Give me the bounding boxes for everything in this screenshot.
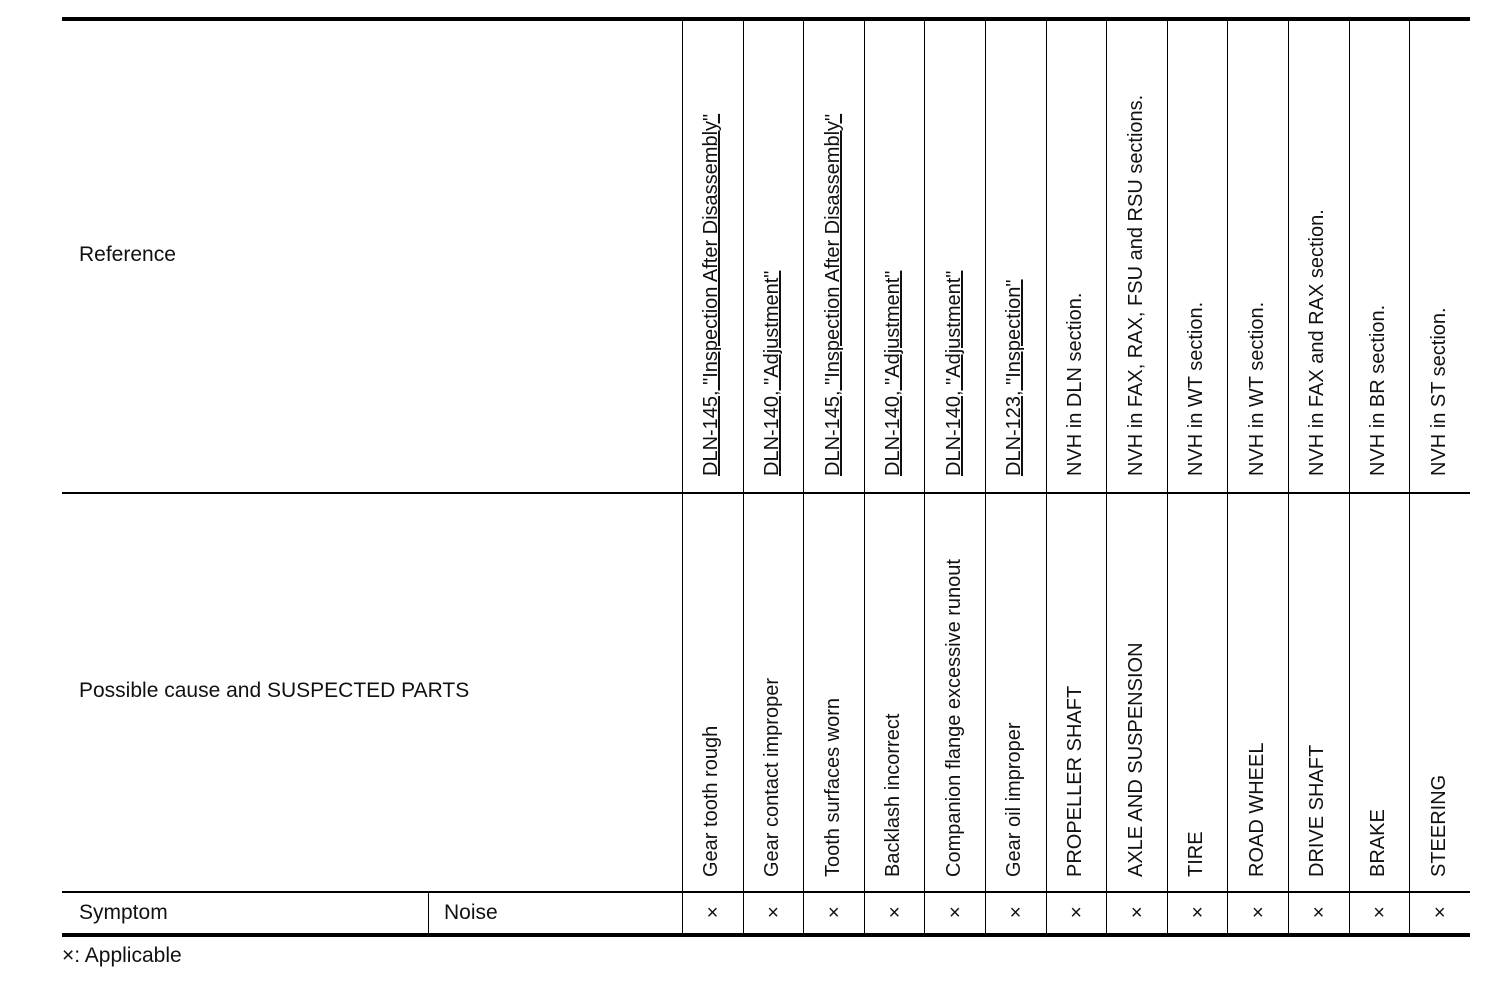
- reference-text: NVH in ST section.: [1427, 307, 1450, 476]
- cause-row-label: Possible cause and SUSPECTED PARTS: [79, 679, 470, 702]
- applicable-mark: ×: [1009, 902, 1022, 924]
- noise-label: Noise: [444, 901, 498, 924]
- applicable-mark: ×: [1130, 902, 1143, 924]
- suspected-part-label: TIRE: [1185, 831, 1208, 877]
- reference-link[interactable]: DLN-145, "Inspection After Disassembly": [700, 113, 723, 476]
- applicable-mark: ×: [706, 902, 719, 924]
- column-divider: [924, 21, 925, 933]
- applicable-mark: ×: [1252, 902, 1264, 924]
- reference-text: NVH in BR section.: [1366, 304, 1389, 476]
- applicable-mark: ×: [1191, 902, 1204, 924]
- suspected-part-label: Backlash incorrect: [882, 713, 905, 877]
- reference-link[interactable]: DLN-145, "Inspection After Disassembly": [821, 113, 844, 476]
- reference-link[interactable]: DLN-140, "Adjustment": [942, 270, 965, 476]
- applicable-mark: ×: [767, 902, 779, 924]
- legend-applicable: ×: Applicable: [62, 944, 182, 967]
- reference-link[interactable]: DLN-140, "Adjustment": [882, 270, 905, 476]
- suspected-part-label: ROAD WHEEL: [1245, 742, 1268, 877]
- suspected-part-label: Gear contact improper: [760, 678, 783, 877]
- reference-link[interactable]: DLN-140, "Adjustment": [760, 270, 783, 476]
- applicable-mark: ×: [1373, 902, 1385, 924]
- column-divider: [803, 21, 804, 933]
- column-divider: [1349, 21, 1350, 933]
- column-divider: [1288, 21, 1289, 933]
- applicable-mark: ×: [1312, 902, 1325, 924]
- symptom-noise-divider: [428, 893, 429, 933]
- suspected-part-label: PROPELLER SHAFT: [1063, 685, 1086, 877]
- suspected-part-label: STEERING: [1427, 774, 1450, 877]
- reference-text: NVH in WT section.: [1185, 301, 1208, 476]
- reference-text: NVH in WT section.: [1245, 301, 1268, 476]
- suspected-part-label: Gear oil improper: [1003, 722, 1026, 877]
- reference-text: NVH in DLN section.: [1063, 292, 1086, 476]
- table-bottom-border: [62, 933, 1470, 937]
- column-divider: [743, 21, 744, 933]
- applicable-mark: ×: [827, 902, 840, 924]
- column-divider: [1167, 21, 1168, 933]
- reference-text: NVH in FAX and RAX section.: [1306, 209, 1329, 476]
- reference-row-label: Reference: [79, 243, 176, 266]
- column-divider: [1106, 21, 1107, 933]
- row-divider-reference: [62, 492, 1470, 494]
- reference-text: NVH in FAX, RAX, FSU and RSU sections.: [1124, 94, 1147, 476]
- symptom-label: Symptom: [79, 901, 168, 924]
- column-divider: [1409, 21, 1410, 933]
- column-divider: [985, 21, 986, 933]
- reference-link[interactable]: DLN-123, "Inspection": [1003, 279, 1026, 476]
- row-divider-cause: [62, 891, 1470, 893]
- suspected-part-label: Gear tooth rough: [700, 725, 723, 877]
- column-divider: [1046, 21, 1047, 933]
- table-top-border: [62, 17, 1470, 21]
- applicable-mark: ×: [949, 902, 961, 924]
- column-divider: [682, 21, 683, 933]
- suspected-part-label: AXLE AND SUSPENSION: [1124, 642, 1147, 877]
- applicable-mark: ×: [1070, 902, 1082, 924]
- suspected-part-label: Companion flange excessive runout: [942, 559, 965, 877]
- suspected-part-label: DRIVE SHAFT: [1306, 744, 1329, 877]
- applicable-mark: ×: [888, 902, 901, 924]
- suspected-part-label: BRAKE: [1366, 809, 1389, 877]
- suspected-part-label: Tooth surfaces worn: [821, 698, 844, 877]
- column-divider: [1227, 21, 1228, 933]
- column-divider: [864, 21, 865, 933]
- applicable-mark: ×: [1433, 902, 1446, 924]
